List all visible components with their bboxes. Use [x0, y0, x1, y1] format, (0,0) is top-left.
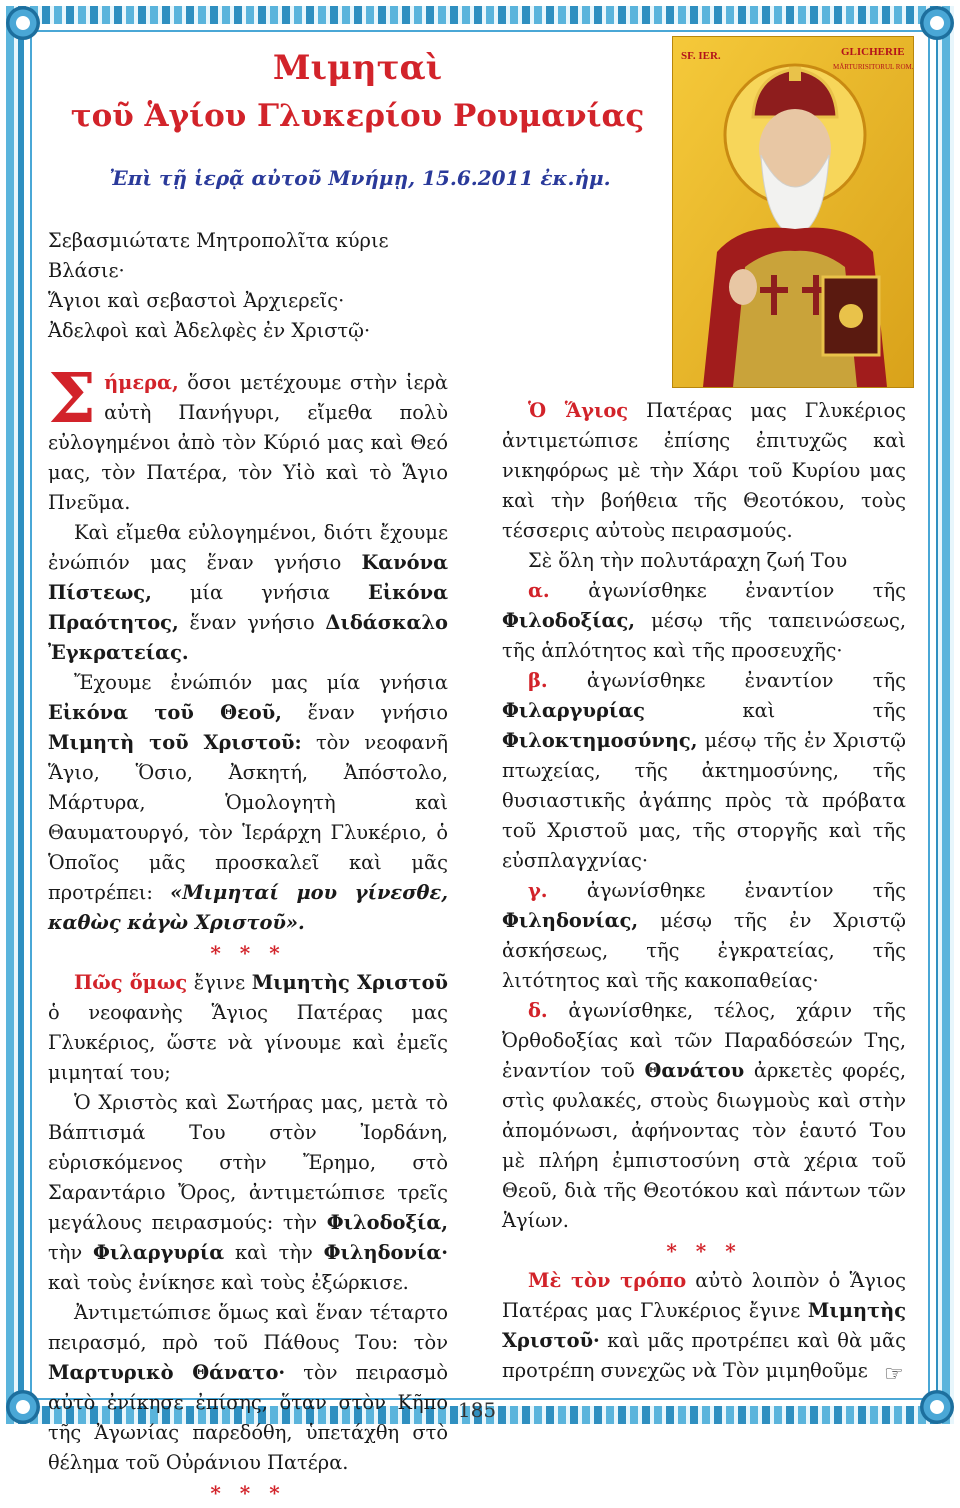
bold-phrase: Φιλοδοξίας, — [502, 609, 636, 632]
bold-phrase: Εἰκόνα Πραότητος, — [48, 581, 448, 634]
quote-phrase: «Μιμηταί μου γίνεσθε, καθὼς κἀγὼ Χριστοῦ». — [48, 881, 448, 934]
bold-phrase: Μιμητὴς Χριστοῦ — [251, 971, 448, 994]
list-label: γ. — [528, 879, 548, 902]
icon-caption-left: SF. IER. — [681, 50, 721, 62]
text-span: τὸν πειρασμὸ αὐτὸ ἐνίκησε ἐπίσης, ὅταν στὸν Κῆπο τῆς Ἀγωνίας παρεδόθη, ὑπετάχθη στὸ θέλημα τοῦ Οὐράνιου Πατέρα. — [48, 1361, 449, 1474]
opening-word: ήμερα, — [104, 371, 179, 394]
corner-ornament-icon — [6, 1390, 40, 1424]
title-line-1: Μιμηταὶ — [272, 48, 443, 88]
text-span: Ἀντιμετώπισε ὅμως καὶ ἕναν τέταρτο πειρασμό, πρὸ τοῦ Πάθους Του: τὸν — [48, 1301, 448, 1354]
text-span: ἀγωνίσθηκε ἐναντίον τῆς — [549, 579, 906, 602]
list-item-d — [502, 996, 906, 1236]
title-line-2: τοῦ Ἁγίου Γλυκερίου Ρουμανίας — [70, 98, 645, 134]
bold-phrase: Φιλοκτημοσύνης, — [502, 729, 698, 752]
bold-phrase: Μιμητὴς Χριστοῦ· — [502, 1299, 906, 1352]
section-divider: * * * — [210, 1481, 286, 1505]
bold-phrase: Μιμητὴ τοῦ Χριστοῦ: — [48, 731, 302, 754]
paragraph-fourth-temptation — [48, 1298, 448, 1478]
text-span: καὶ τῆς — [644, 699, 906, 722]
paragraph-life: Σὲ ὅλη τὴν πολυτάραχη ζωή Του — [528, 549, 848, 572]
bold-phrase: Φιληδονία· — [323, 1241, 448, 1264]
corner-ornament-icon — [6, 6, 40, 40]
text-span: τὴν — [48, 1241, 93, 1264]
bold-phrase: Μαρτυρικὸ Θάνατο· — [48, 1361, 286, 1384]
text-span: Ἔχουμε ἐνώπιόν μας μία γνήσια — [74, 671, 448, 694]
text-span: ἀρκετὲς φορές, στὶς φυλακές, στοὺς διωγμοὺς καὶ στὴν ἀπομόνωσι, ἀφήνοντας τὸν ἑαυτό Του μὲ πλήρη ἐμπιστοσύνη στὰ χέρια τοῦ Θεοῦ, διὰ τῆς Θεοτόκου καὶ πάντων τῶν Ἁγίων. — [502, 1059, 906, 1232]
text-span: Καὶ εἴμεθα εὐλογημένοι, διότι ἔχουμε ἐνώπιόν μας ἕναν γνήσιο — [48, 521, 448, 574]
paragraph-image-of-god — [48, 668, 448, 938]
text-span: μέσῳ τῆς ἐν Χριστῷ πτωχείας, τῆς ἀκτημοσύνης, τῆς θυσιαστικῆς ἀγάπης πρὸς τὰ πρόβατα τοῦ Χριστοῦ μας, τῆς στοργῆς καὶ τῆς εὐσπλαγχνίας· — [502, 729, 906, 872]
section-divider: * * * — [666, 1239, 742, 1263]
text-span: ἀγωνίσθηκε ἐναντίον τῆς — [547, 669, 906, 692]
right-column — [502, 396, 906, 1386]
red-lead-phrase: Ὁ Ἅγιος — [528, 399, 629, 422]
bold-phrase: Διδάσκαλο Ἐγκρατείας. — [48, 611, 448, 664]
list-item-g — [502, 876, 906, 996]
list-label: α. — [528, 579, 550, 602]
text-span: ἕναν γνήσιο — [281, 701, 448, 724]
list-label: β. — [528, 669, 548, 692]
list-item-a — [502, 576, 906, 666]
page-title — [60, 44, 655, 140]
paragraph-temptations — [48, 1088, 448, 1298]
text-span: μέσῳ τῆς ἐν Χριστῷ ἀσκήσεως, τῆς ἐγκρατείας, τῆς λιτότητος καὶ τῆς κακοπαθείας· — [502, 909, 906, 992]
paragraph-blessed — [48, 518, 448, 668]
corner-ornament-icon — [920, 1390, 954, 1424]
bold-phrase: Θανάτου — [644, 1059, 745, 1082]
text-span: καὶ τὴν — [224, 1241, 324, 1264]
paragraph-saint-faced — [502, 396, 906, 546]
bold-phrase: Εἰκόνα τοῦ Θεοῦ, — [48, 701, 282, 724]
text-span: ἀγωνίσθηκε, τέλος, χάριν τῆς Ὀρθοδοξίας καὶ τῶν Παραδόσεών Της, ἐναντίον τοῦ — [502, 999, 906, 1082]
pointing-hand-icon: ☞ — [884, 1362, 904, 1387]
red-lead-phrase: Μὲ τὸν τρόπο — [528, 1269, 687, 1292]
left-column — [48, 226, 448, 1508]
bold-phrase: Φιλαργυρίας — [502, 699, 645, 722]
text-span: Πατέρας μας Γλυκέριος ἀντιμετώπισε ἐπίσης ἐπιτυχῶς καὶ νικηφόρως μὲ τὴν Χάρι τοῦ Κυρίου μας καὶ τὴν βοήθεια τῆς Θεοτόκου, τοὺς τέσσερις αὐτοὺς πειρασμούς. — [502, 399, 906, 542]
text-span: ἕναν γνήσιο — [178, 611, 326, 634]
opening-text: ὅσοι μετέχουμε στὴν ἱερὰ αὐτὴ Πανήγυρι, εἴμεθα πολὺ εὐλογημένοι ἀπὸ τὸν Κύριό μας καὶ Θεό μας, τὸν Πατέρα, τὸν Υἱὸ καὶ τὸ Ἅγιο Πνεῦμα. — [48, 371, 448, 514]
text-span: τὸν νεοφανῆ Ἅγιο, Ὅσιο, Ἀσκητή, Ἀπόστολο, Μάρτυρα, Ὁμολογητὴ καὶ Θαυματουργό, τὸν Ἱεράρχη Γλυκέριο, ὁ Ὁποῖος μᾶς προσκαλεῖ καὶ μᾶς προτρέπει: — [48, 731, 448, 904]
text-span: καὶ τοὺς ἐνίκησε καὶ τοὺς ἐξώρκισε. — [48, 1271, 409, 1294]
greeting-line-1: Σεβασμιώτατε Μητροπολῖτα κύριε Βλάσιε· — [48, 229, 389, 282]
corner-ornament-icon — [920, 6, 954, 40]
icon-caption-sub: MĂRTURISITORUL ROM. — [833, 63, 913, 71]
icon-caption-right: GLICHERIE — [841, 46, 905, 58]
greeting-line-3: Ἀδελφοὶ καὶ Ἀδελφὲς ἐν Χριστῷ· — [48, 319, 371, 342]
bold-phrase: Κανόνα Πίστεως, — [48, 551, 448, 604]
text-span: ἀγωνίσθηκε ἐναντίον τῆς — [547, 879, 906, 902]
text-span: ἔγινε — [187, 971, 252, 994]
text-span: ὁ νεοφανὴς Ἅγιος Πατέρας μας Γλυκέριος, ὥστε νὰ γίνουμε καὶ ἐμεῖς μιμηταί του; — [48, 1001, 448, 1084]
saint-icon-image — [672, 36, 914, 388]
text-span: Ὁ Χριστὸς καὶ Σωτήρας μας, μετὰ τὸ Βάπτισμά Του στὸν Ἰορδάνη, εὑρισκόμενος στὴν Ἔρημο, στὸ Σαραντάριο Ὄρος, ἀντιμετώπισε τρεῖς μεγάλους πειρασμούς: τὴν — [48, 1091, 448, 1234]
text-span: καὶ μᾶς προτρέπει καὶ θὰ μᾶς προτρέπη συνεχῶς νὰ Τὸν μιμηθοῦμε — [502, 1329, 906, 1382]
list-label: δ. — [528, 999, 548, 1022]
bold-phrase: Φιληδονίας, — [502, 909, 639, 932]
section-divider: * * * — [210, 941, 286, 965]
text-span: αὐτὸ λοιπὸν ὁ Ἅγιος Πατέρας μας Γλυκέριος ἔγινε — [502, 1269, 906, 1322]
bold-phrase: Φιλαργυρία — [92, 1241, 225, 1264]
text-span: μία γνήσια — [151, 581, 368, 604]
list-item-b — [502, 666, 906, 876]
red-lead-phrase: Πῶς ὅμως — [74, 971, 188, 994]
text-span: μέσῳ τῆς ταπεινώσεως, τῆς ἁπλότητος καὶ τῆς προσευχῆς· — [502, 609, 906, 662]
subtitle: Ἐπὶ τῇ ἱερᾷ αὐτοῦ Μνήμῃ, 15.6.2011 ἐκ.ἡμ. — [109, 166, 611, 190]
paragraph-opening — [48, 359, 448, 518]
drop-cap-letter: Σ — [48, 359, 97, 439]
page-number: 185 — [457, 1398, 497, 1422]
greeting-line-2: Ἅγιοι καὶ σεβαστοὶ Ἀρχιερεῖς· — [48, 289, 345, 312]
paragraph-how — [48, 968, 448, 1088]
bold-phrase: Φιλοδοξία, — [326, 1211, 448, 1234]
paragraph-in-this-way — [502, 1266, 906, 1386]
